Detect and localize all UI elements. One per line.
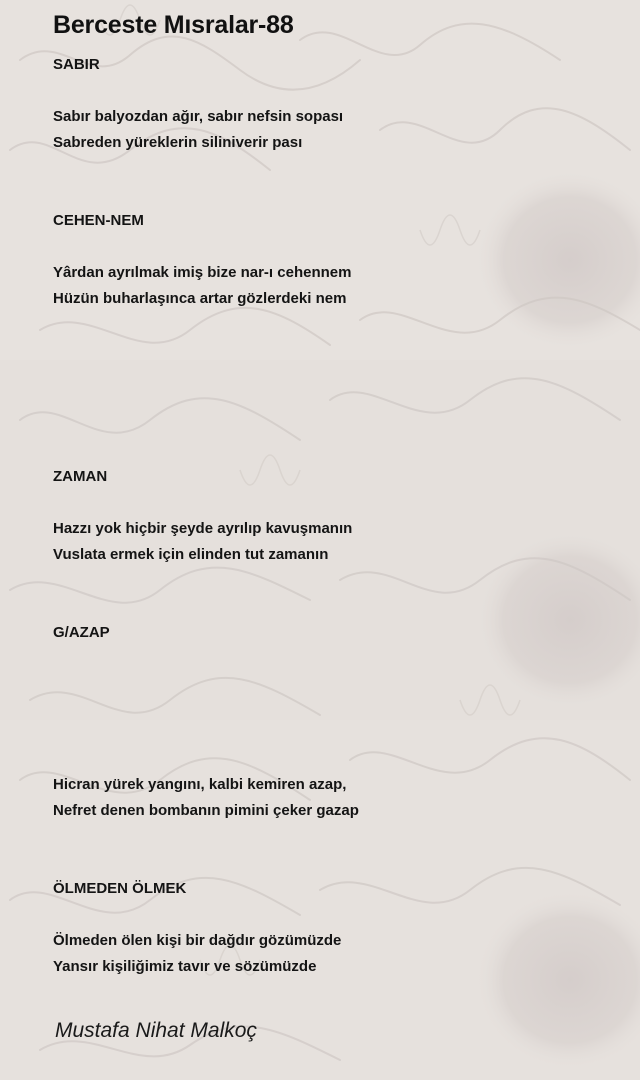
section-heading: SABIR <box>53 56 100 73</box>
verse-line: Ölmeden ölen kişi bir dağdır gözümüzde <box>53 932 342 949</box>
section-heading: CEHEN-NEM <box>53 212 144 229</box>
section-heading: ZAMAN <box>53 468 108 485</box>
verse-line: Nefret denen bombanın pimini çeker gazap <box>53 802 359 819</box>
verse-line: Hüzün buharlaşınca artar gözlerdeki nem <box>53 290 347 307</box>
verse-line: Sabreden yüreklerin siliniverir pası <box>53 134 303 151</box>
verse-line: Hazzı yok hiçbir şeyde ayrılıp kavuşmanın <box>53 520 353 537</box>
verse-line: Yansır kişiliğimiz tavır ve sözümüzde <box>53 958 317 975</box>
verse-line: Sabır balyozdan ağır, sabır nefsin sopası <box>53 108 344 125</box>
verse-line: Hicran yürek yangını, kalbi kemiren azap, <box>53 776 347 793</box>
verse-line: Yârdan ayrılmak imiş bize nar-ı cehennem <box>53 264 352 281</box>
verse-line: Vuslata ermek için elinden tut zamanın <box>53 546 329 563</box>
section-heading: ÖLMEDEN ÖLMEK <box>53 880 187 897</box>
poem-author: Mustafa Nihat Malkoç <box>55 1019 257 1042</box>
section-heading: G/AZAP <box>53 624 110 641</box>
poem-title: Berceste Mısralar-88 <box>53 11 294 39</box>
